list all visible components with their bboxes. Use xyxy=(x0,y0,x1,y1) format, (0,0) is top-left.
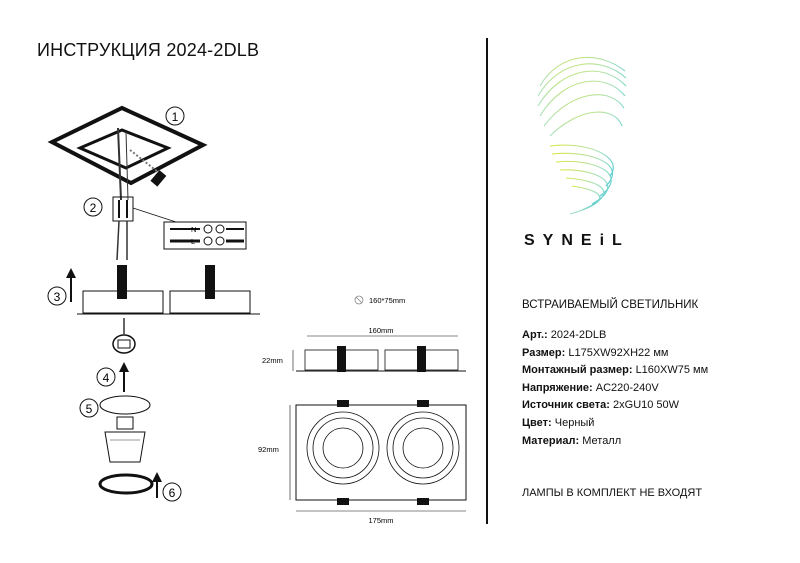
spec-row: Материал: Металл xyxy=(522,434,622,447)
terminal-block-illustration xyxy=(113,197,246,260)
page-title: ИНСТРУКЦИЯ 2024-2DLB xyxy=(37,40,260,60)
column-divider xyxy=(486,38,488,524)
arrow-up-icon xyxy=(152,472,162,482)
spec-row: Напряжение: AC220-240V xyxy=(522,381,659,394)
step-4-number: 4 xyxy=(102,371,110,385)
product-name: ВСТРАИВАЕМЫЙ СВЕТИЛЬНИК xyxy=(522,299,699,311)
step-1-number: 1 xyxy=(171,110,179,124)
brand-logo-icon xyxy=(530,46,640,221)
spec-row: Монтажный размер: L160XW75 мм xyxy=(522,364,709,377)
step-5-number: 5 xyxy=(85,402,93,416)
arrow-up-icon xyxy=(66,268,76,278)
lamp-illustration xyxy=(100,396,150,462)
height-dimension: 22mm xyxy=(262,356,283,365)
depth-dimension: 92mm xyxy=(258,445,279,454)
wire-label-l: L xyxy=(191,237,196,246)
bottom-width-dimension: 175mm xyxy=(368,516,394,525)
spec-row: Размер: L175XW92XH22 мм xyxy=(522,346,669,359)
step-3-number: 3 xyxy=(53,290,61,304)
step-2-number: 2 xyxy=(89,201,97,215)
spec-row: Источник света: 2xGU10 50W xyxy=(522,399,680,412)
spec-list xyxy=(522,327,708,450)
retaining-ring-illustration xyxy=(100,475,152,493)
step-6-number: 6 xyxy=(168,486,176,500)
spec-row: Цвет: Черный xyxy=(522,416,595,429)
brand-name: SYNEiL xyxy=(524,232,630,249)
spec-row: Арт.: 2024-2DLB xyxy=(522,329,607,341)
fixture-side-illustration xyxy=(77,265,260,314)
wire-label-n: N xyxy=(191,225,197,234)
socket-illustration xyxy=(113,318,135,353)
arrow-up-icon xyxy=(119,362,129,372)
top-width-dimension: 160mm xyxy=(368,326,394,335)
cutout-dimension: 160*75mm xyxy=(369,296,406,305)
cutout-icon xyxy=(355,296,363,304)
lamps-not-included-note: ЛАМПЫ В КОМПЛЕКТ НЕ ВХОДЯТ xyxy=(522,487,703,499)
ceiling-cutout-illustration xyxy=(52,108,203,200)
